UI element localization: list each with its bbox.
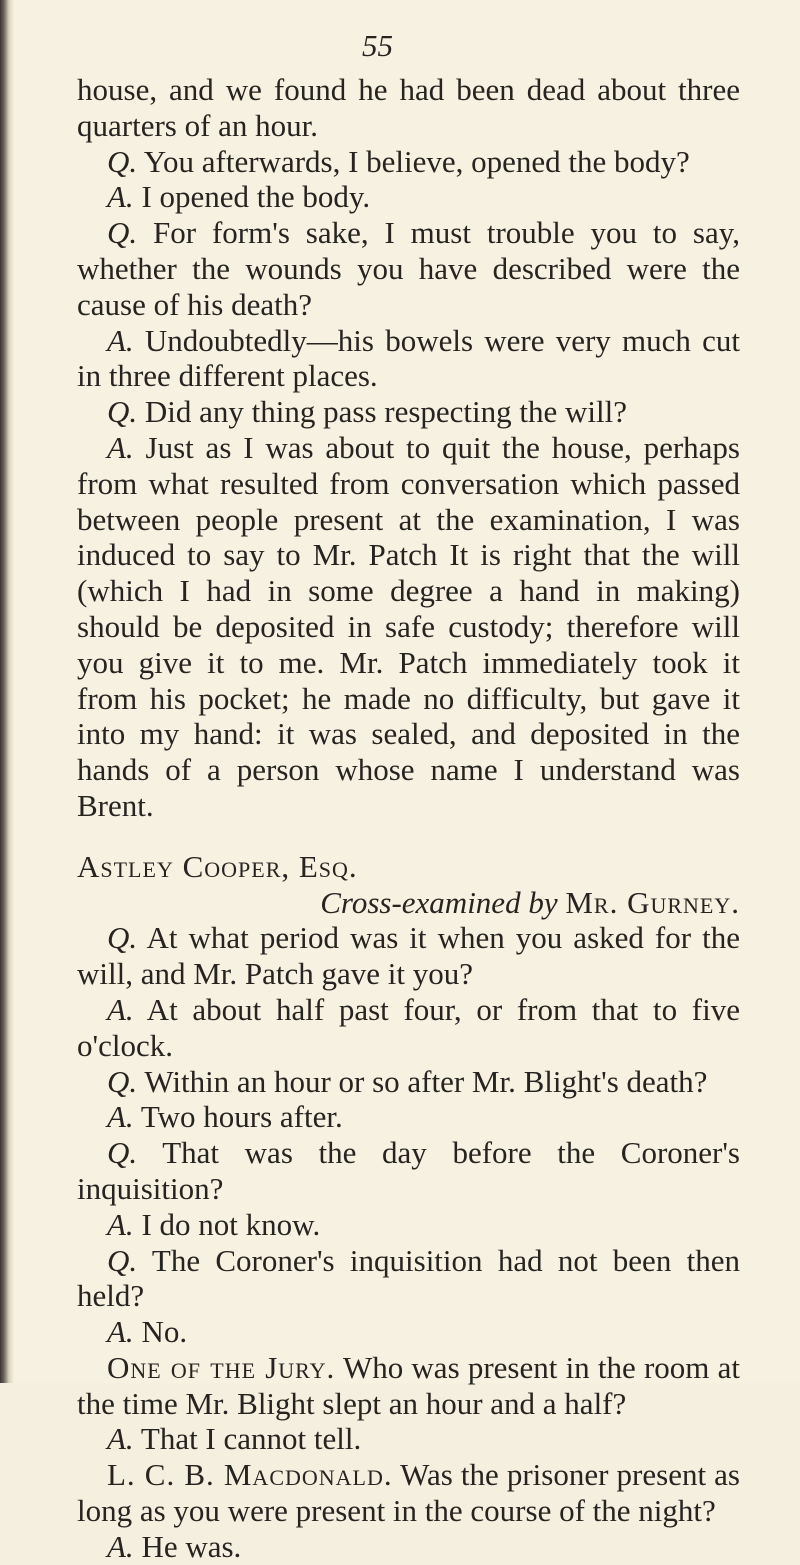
cross-examination-line [77, 885, 740, 921]
paragraph-text: Did any thing pass respecting the will? [137, 394, 628, 430]
answer-paragraph [77, 430, 740, 824]
answer-label: A. [107, 429, 134, 465]
answer-paragraph [77, 1529, 740, 1565]
paragraph-text: Who was present in the room at the time Mr. Blight slept an hour and a half? [77, 1349, 740, 1421]
answer-paragraph [77, 179, 740, 215]
answer-label: A. [107, 991, 134, 1027]
paragraph-text: I opened the body. [133, 179, 371, 215]
speaker-label: L. C. B. Macdonald. [107, 1457, 393, 1493]
question-label: Q. [107, 394, 138, 430]
answer-paragraph [77, 1207, 740, 1243]
paragraph-text: At what period was it when you asked for the will, and Mr. Patch gave it you? [77, 920, 740, 992]
question-paragraph [77, 1135, 740, 1207]
page-number: 55 [362, 28, 393, 63]
section-spacer [77, 824, 740, 849]
paragraph-text: You afterwards, I believe, opened the body? [137, 143, 690, 179]
examiner-name: Mr. Gurney. [565, 884, 740, 920]
paragraph-text: He was. [133, 1528, 242, 1564]
cross-examined-prefix: Cross-examined by [320, 884, 558, 920]
paragraph-text: That was the day before the Coroner's inquisition? [77, 1135, 740, 1206]
question-paragraph [77, 215, 740, 322]
question-label: Q. [107, 920, 138, 956]
question-paragraph [77, 1064, 740, 1100]
question-paragraph [77, 144, 740, 180]
answer-paragraph [77, 1099, 740, 1135]
paragraph-text: At about half past four, or from that to five o'clock. [77, 991, 740, 1063]
answer-label: A. [107, 1314, 134, 1350]
witness-heading: Astley Cooper, Esq. [77, 848, 358, 884]
answer-label: A. [107, 1528, 134, 1564]
answer-label: A. [107, 1421, 134, 1457]
answer-paragraph [77, 323, 740, 395]
paragraph-text: That I cannot tell. [133, 1421, 362, 1457]
paragraph-text: Undoubtedly—his bowels were very much cut in three different places. [77, 322, 740, 394]
answer-label: A. [107, 1099, 134, 1135]
paragraph-text: Two hours after. [133, 1099, 343, 1135]
answer-paragraph [77, 1314, 740, 1350]
question-label: Q. [107, 1135, 138, 1171]
answer-paragraph [77, 992, 740, 1064]
paragraph-text: Was the prisoner present as long as you were present in the course of the night? [77, 1457, 740, 1529]
paragraph-text: Within an hour or so after Mr. Blight's death? [137, 1063, 708, 1099]
question-paragraph [77, 1243, 740, 1315]
paragraph-text: I do not know. [133, 1206, 321, 1242]
question-label: Q. [107, 1242, 138, 1278]
paragraph-continuation [77, 72, 740, 144]
juror-question-paragraph [77, 1350, 740, 1422]
page-text [77, 72, 740, 1565]
question-label: Q. [107, 1063, 138, 1099]
answer-label: A. [107, 179, 134, 215]
question-paragraph [77, 394, 740, 430]
page-binding-edge [0, 0, 14, 1383]
question-label: Q. [107, 215, 138, 251]
answer-label: A. [107, 322, 134, 358]
question-paragraph [77, 920, 740, 992]
judge-question-paragraph [77, 1457, 740, 1529]
paragraph-text: For form's sake, I must trouble you to say, whether the wounds you have described were the cause of his death? [77, 215, 740, 322]
speaker-label: One of the Jury. [107, 1349, 336, 1385]
paragraph-text: No. [133, 1314, 188, 1350]
answer-paragraph [77, 1421, 740, 1457]
answer-label: A. [107, 1206, 134, 1242]
paragraph-text: house, and we found he had been dead about three quarters of an hour. [77, 72, 740, 143]
paragraph-text: Just as I was about to quit the house, perhaps from what resulted from conversation which passed between people present at the examination, I was induced to say to Mr. Patch It is right that the will (which I had in some degree a hand in making) should be deposited in safe custody; therefore will you give it to me. Mr. Patch immediately took it from his pocket; he made no difficulty, but gave it into my hand: it was sealed, and deposited in the hands of a person whose name I understand was Brent. [77, 429, 740, 823]
paragraph-text: The Coroner's inquisition had not been then held? [77, 1242, 740, 1314]
question-label: Q. [107, 143, 138, 179]
